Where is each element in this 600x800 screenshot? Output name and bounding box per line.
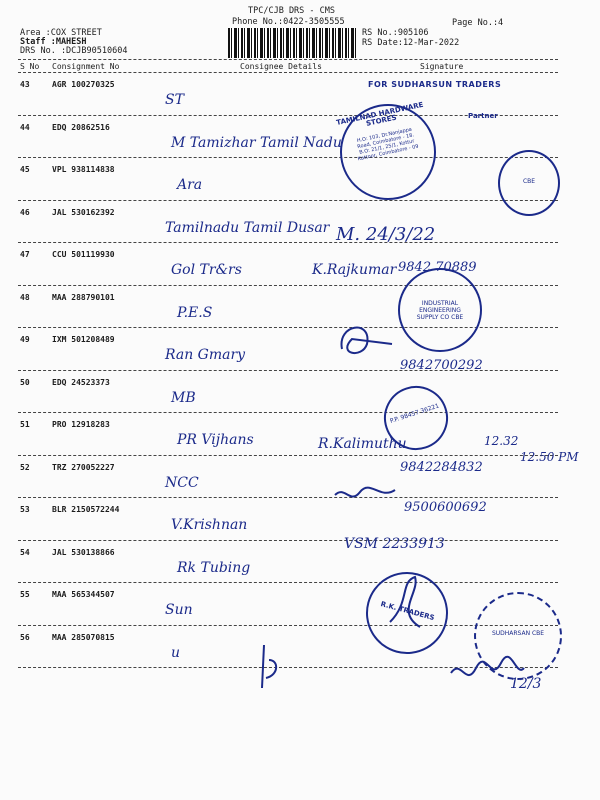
row-sno: 49	[20, 335, 30, 344]
row-sno: 54	[20, 547, 30, 557]
area-label: Area :COX STREET	[20, 28, 102, 38]
row-consignee-handwritten: MB	[171, 389, 196, 406]
signature-row-47: K.Rajkumar	[312, 262, 397, 278]
row-consignee-handwritten: P.E.S	[177, 304, 213, 321]
row-consignee-handwritten: M Tamizhar Tamil Nadu	[171, 134, 342, 151]
signature-scribble-row-56-name	[244, 640, 284, 690]
row-consignee-handwritten: Sun	[165, 602, 193, 618]
page-number: Page No.:4	[452, 18, 504, 28]
row-consignee-handwritten: u	[171, 644, 181, 661]
row-sno: 56	[20, 632, 30, 642]
row-consignee-handwritten: ST	[165, 92, 184, 108]
industrial-engineering-stamp: INDUSTRIAL ENGINEERING SUPPLY CO CBE	[398, 268, 482, 352]
row-consignee-handwritten: Rk Tubing	[177, 559, 251, 576]
partner-print: Partner	[468, 112, 498, 120]
row-sno: 51	[20, 420, 30, 429]
rk-traders-stamp: R.K. TRADERS	[357, 563, 457, 663]
col-consignee: Consignee Details	[240, 62, 322, 71]
col-consignment: Consignment No	[52, 62, 120, 71]
row-consignee-handwritten: Ara	[177, 177, 203, 193]
signature-row-46: M. 24/3/22	[336, 224, 436, 245]
header-rule	[18, 59, 558, 60]
row-consignment-no: BLR 2150572244	[52, 505, 120, 514]
pp-stamp: P.P. 98457 36221	[376, 378, 457, 459]
cbe-round-stamp: CBE	[498, 150, 560, 216]
row-consignment-no: TRZ 270052227	[52, 462, 115, 472]
report-title: TPC/CJB DRS - CMS	[248, 6, 335, 16]
row-rule	[18, 412, 558, 413]
row-consignment-no: EDQ 20862516	[52, 122, 110, 132]
row-consignee-handwritten: Ran Gmary	[165, 347, 246, 363]
rs-date: RS Date:12-Mar-2022	[362, 38, 460, 48]
row-consignee-handwritten: Gol Tr&rs	[171, 262, 242, 278]
phone-row-51: 9842284832	[400, 460, 483, 475]
row-sno: 45	[20, 165, 30, 174]
row-consignment-no: JAL 530138866	[52, 547, 115, 557]
signature-scribble-row-54	[380, 572, 430, 632]
row-sno: 52	[20, 462, 30, 472]
row-rule	[18, 157, 558, 158]
row-rule	[18, 242, 558, 243]
tamilnad-hardware-stamp: TAMILNAD HARDWARE STORES H.O: 103, Dr.Nanjappa Road, Coimbatore - 18. B.O: 21/1, 25/1, Kottur Kattoor, Coimbatore - 09	[331, 95, 445, 209]
col-signature: Signature	[420, 62, 464, 71]
phone-row-49: 9842700292	[400, 358, 483, 373]
time2-row-51: 12.50 PM	[520, 450, 579, 464]
row-rule	[18, 455, 558, 456]
drs-number: DRS No. :DCJB90510604	[20, 46, 128, 56]
row-rule	[18, 200, 558, 201]
row-consignee-handwritten: V.Krishnan	[171, 517, 248, 533]
row-consignee-handwritten: NCC	[165, 474, 199, 491]
row-consignment-no: CCU 501119930	[52, 250, 115, 259]
row-sno: 50	[20, 377, 30, 387]
signature-scribble-row-56	[446, 648, 526, 698]
row-rule	[18, 497, 558, 498]
row-rule	[18, 285, 558, 286]
staff-label: Staff :MAHESH	[20, 37, 87, 47]
signature-scribble-row-49	[332, 314, 412, 364]
sudharsun-stamp-print: FOR SUDHARSUN TRADERS	[368, 80, 502, 89]
row-sno: 43	[20, 80, 30, 89]
barcode	[228, 28, 356, 58]
rs-number: RS No.:905106	[362, 28, 429, 38]
row-consignment-no: MAA 285070815	[52, 632, 115, 642]
row-consignment-no: IXM 501208489	[52, 335, 115, 344]
phone-number: Phone No.:0422-3505555	[232, 17, 345, 27]
row-sno: 53	[20, 505, 30, 514]
signature-row-53: VSM 2233913	[344, 536, 445, 552]
row-sno: 48	[20, 292, 30, 302]
signature-row-51: R.Kalimuthu	[318, 436, 407, 452]
sudharsan-round-stamp: SUDHARSAN CBE	[474, 592, 562, 680]
phone-row-52: 9500600692	[404, 500, 487, 515]
phone-row-47: 9842 70889	[398, 260, 477, 275]
row-sno: 44	[20, 122, 30, 132]
row-consignee-handwritten: Tamilnadu Tamil Dusar	[165, 219, 330, 236]
col-s-no: S No	[20, 62, 40, 71]
row-sno: 46	[20, 207, 30, 217]
row-consignment-no: AGR 100270325	[52, 80, 115, 89]
row-consignee-handwritten: PR Vijhans	[177, 432, 254, 448]
row-consignment-no: MAA 288790101	[52, 292, 115, 302]
row-consignment-no: VPL 938114838	[52, 165, 115, 174]
row-sno: 47	[20, 250, 30, 259]
row-sno: 55	[20, 590, 30, 599]
column-rule	[18, 72, 558, 73]
date-row-56: 12/3	[510, 676, 542, 692]
row-rule	[18, 582, 558, 583]
row-consignment-no: JAL 530162392	[52, 207, 115, 217]
time-row-51: 12.32	[484, 434, 519, 448]
row-consignment-no: MAA 565344507	[52, 590, 115, 599]
signature-scribble-row-52	[330, 480, 400, 510]
row-rule	[18, 540, 558, 541]
row-consignment-no: PRO 12918283	[52, 420, 110, 429]
row-consignment-no: EDQ 24523373	[52, 377, 110, 387]
